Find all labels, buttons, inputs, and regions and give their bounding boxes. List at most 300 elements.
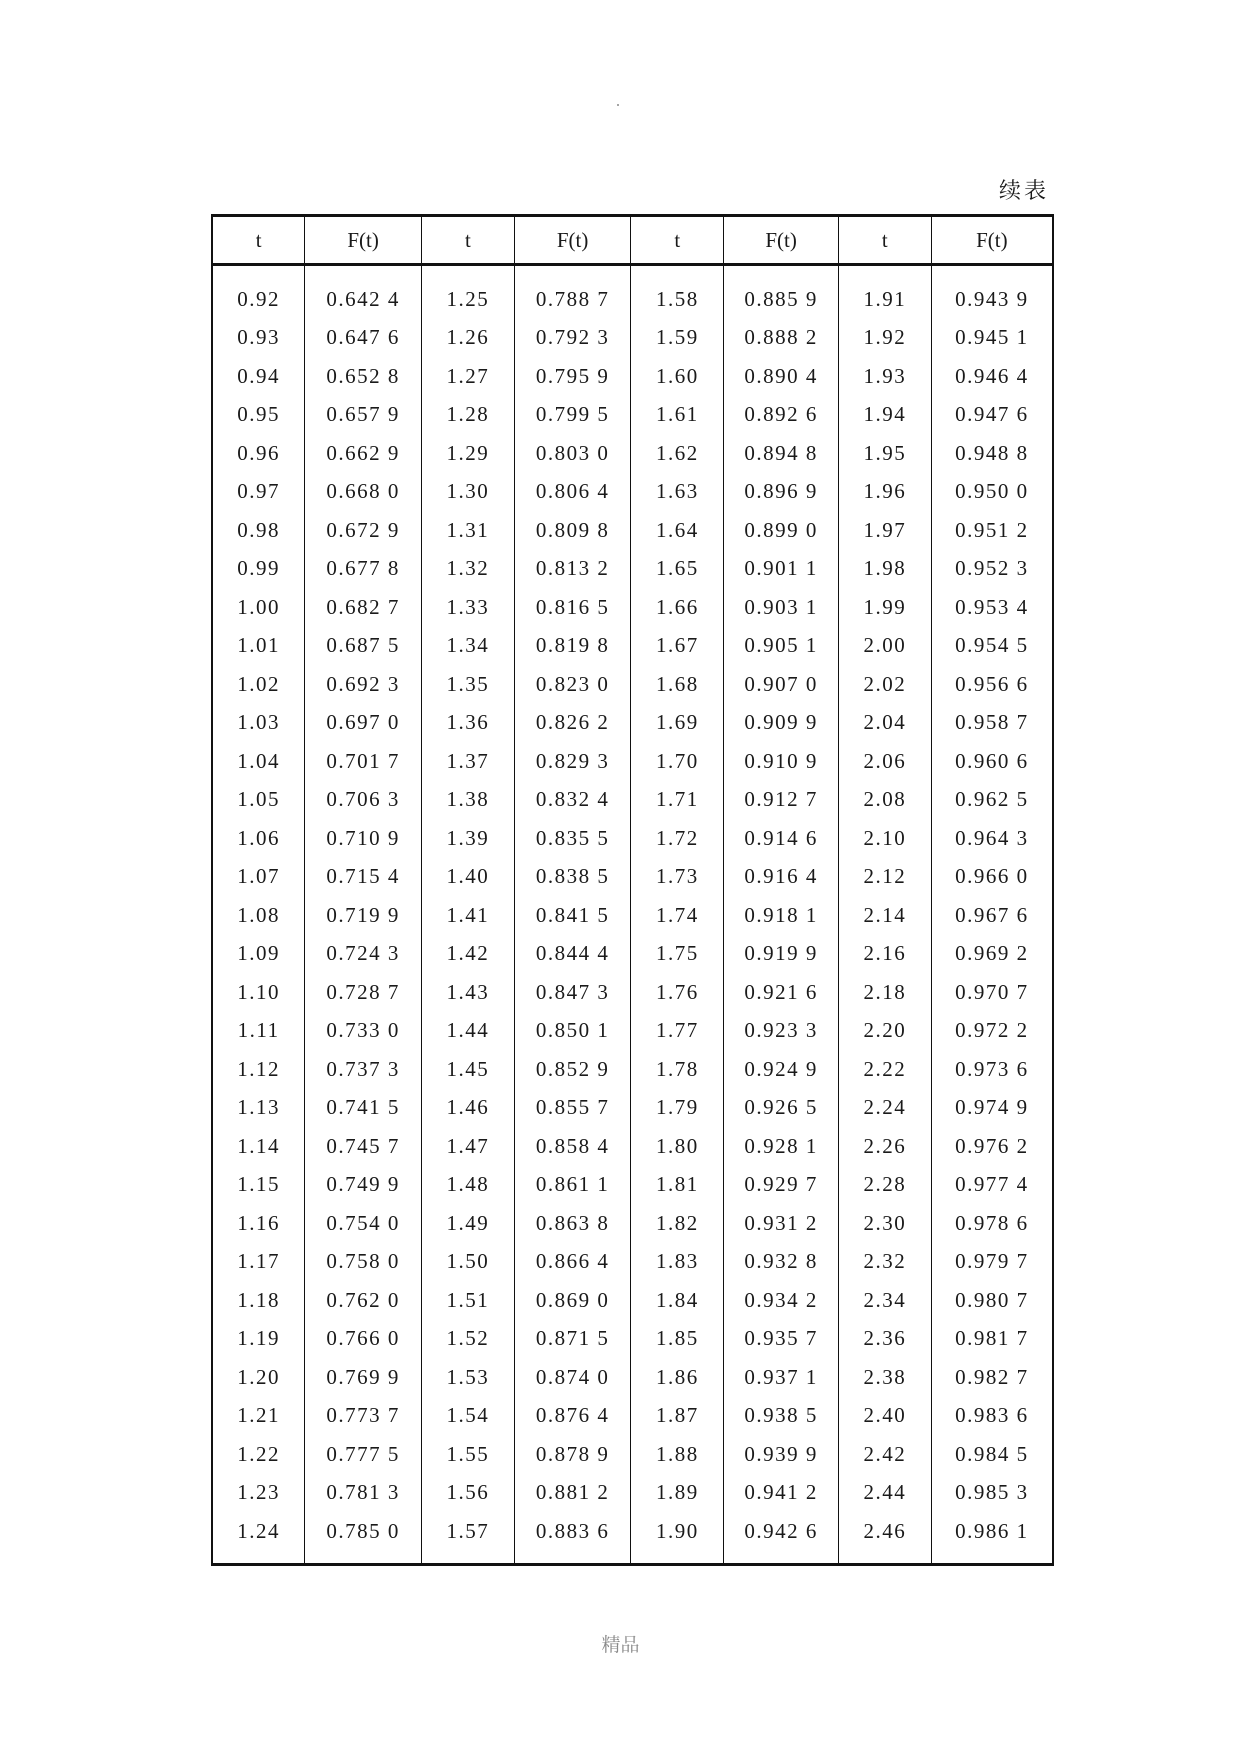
cell-t: 1.47	[422, 1127, 515, 1166]
cell-ft: 0.960 6	[931, 742, 1053, 781]
cell-ft: 0.972 2	[931, 1012, 1053, 1051]
header-ft-1: F(t)	[305, 216, 422, 265]
cell-ft: 0.858 4	[514, 1127, 631, 1166]
table-row	[212, 1397, 1053, 1436]
cell-ft: 0.931 2	[724, 1204, 839, 1243]
cell-ft: 0.792 3	[514, 319, 631, 358]
table-row	[212, 819, 1053, 858]
cell-ft: 0.943 9	[931, 265, 1053, 319]
cell-t: 1.51	[422, 1281, 515, 1320]
cell-ft: 0.932 8	[724, 1243, 839, 1282]
cell-t: 1.36	[422, 704, 515, 743]
cell-t: 1.70	[631, 742, 724, 781]
table-row	[212, 357, 1053, 396]
cell-ft: 0.980 7	[931, 1281, 1053, 1320]
cell-ft: 0.866 4	[514, 1243, 631, 1282]
cell-t: 2.30	[838, 1204, 931, 1243]
cell-ft: 0.697 0	[305, 704, 422, 743]
cell-t: 1.62	[631, 434, 724, 473]
cell-t: 1.18	[212, 1281, 305, 1320]
cell-t: 1.99	[838, 588, 931, 627]
cell-ft: 0.919 9	[724, 935, 839, 974]
cell-t: 1.45	[422, 1050, 515, 1089]
cell-t: 1.84	[631, 1281, 724, 1320]
cell-ft: 0.855 7	[514, 1089, 631, 1128]
cell-t: 1.59	[631, 319, 724, 358]
cell-ft: 0.766 0	[305, 1320, 422, 1359]
cell-ft: 0.982 7	[931, 1358, 1053, 1397]
cell-ft: 0.823 0	[514, 665, 631, 704]
cell-t: 1.74	[631, 896, 724, 935]
table-row	[212, 319, 1053, 358]
cell-ft: 0.795 9	[514, 357, 631, 396]
cell-ft: 0.937 1	[724, 1358, 839, 1397]
page-dot-mark	[617, 104, 619, 106]
header-t-2: t	[422, 216, 515, 265]
cell-ft: 0.881 2	[514, 1474, 631, 1513]
cell-ft: 0.863 8	[514, 1204, 631, 1243]
cell-ft: 0.896 9	[724, 473, 839, 512]
cell-t: 1.32	[422, 550, 515, 589]
cell-t: 1.12	[212, 1050, 305, 1089]
cell-t: 1.78	[631, 1050, 724, 1089]
cell-ft: 0.912 7	[724, 781, 839, 820]
cell-t: 1.55	[422, 1435, 515, 1474]
cell-t: 1.19	[212, 1320, 305, 1359]
cell-ft: 0.850 1	[514, 1012, 631, 1051]
distribution-table	[211, 214, 1054, 1566]
table-row	[212, 1474, 1053, 1513]
cell-ft: 0.945 1	[931, 319, 1053, 358]
cell-ft: 0.903 1	[724, 588, 839, 627]
cell-t: 1.17	[212, 1243, 305, 1282]
cell-ft: 0.948 8	[931, 434, 1053, 473]
cell-t: 2.08	[838, 781, 931, 820]
cell-ft: 0.966 0	[931, 858, 1053, 897]
footer-watermark: 精品	[601, 1634, 640, 1656]
cell-t: 0.94	[212, 357, 305, 396]
cell-ft: 0.939 9	[724, 1435, 839, 1474]
cell-t: 1.91	[838, 265, 931, 319]
table-row	[212, 588, 1053, 627]
cell-t: 0.92	[212, 265, 305, 319]
cell-t: 0.99	[212, 550, 305, 589]
cell-ft: 0.914 6	[724, 819, 839, 858]
cell-t: 1.30	[422, 473, 515, 512]
cell-t: 1.66	[631, 588, 724, 627]
cell-t: 1.14	[212, 1127, 305, 1166]
cell-t: 2.28	[838, 1166, 931, 1205]
cell-t: 2.12	[838, 858, 931, 897]
cell-ft: 0.819 8	[514, 627, 631, 666]
cell-t: 2.44	[838, 1474, 931, 1513]
cell-t: 1.76	[631, 973, 724, 1012]
cell-t: 1.86	[631, 1358, 724, 1397]
header-ft-3: F(t)	[724, 216, 839, 265]
cell-ft: 0.952 3	[931, 550, 1053, 589]
cell-t: 1.81	[631, 1166, 724, 1205]
cell-t: 1.60	[631, 357, 724, 396]
cell-ft: 0.781 3	[305, 1474, 422, 1513]
cell-t: 1.03	[212, 704, 305, 743]
cell-t: 1.37	[422, 742, 515, 781]
table-row	[212, 265, 1053, 319]
cell-t: 2.00	[838, 627, 931, 666]
cell-t: 1.25	[422, 265, 515, 319]
cell-t: 1.42	[422, 935, 515, 974]
cell-t: 1.39	[422, 819, 515, 858]
cell-t: 1.26	[422, 319, 515, 358]
cell-t: 2.46	[838, 1512, 931, 1564]
cell-ft: 0.657 9	[305, 396, 422, 435]
cell-ft: 0.749 9	[305, 1166, 422, 1205]
cell-ft: 0.799 5	[514, 396, 631, 435]
cell-ft: 0.918 1	[724, 896, 839, 935]
cell-t: 1.79	[631, 1089, 724, 1128]
cell-ft: 0.652 8	[305, 357, 422, 396]
cell-t: 1.01	[212, 627, 305, 666]
cell-ft: 0.962 5	[931, 781, 1053, 820]
cell-ft: 0.710 9	[305, 819, 422, 858]
cell-ft: 0.916 4	[724, 858, 839, 897]
continued-table-label: 续表	[998, 179, 1049, 204]
cell-ft: 0.979 7	[931, 1243, 1053, 1282]
cell-t: 1.53	[422, 1358, 515, 1397]
cell-ft: 0.662 9	[305, 434, 422, 473]
cell-ft: 0.672 9	[305, 511, 422, 550]
cell-ft: 0.909 9	[724, 704, 839, 743]
cell-ft: 0.762 0	[305, 1281, 422, 1320]
cell-ft: 0.921 6	[724, 973, 839, 1012]
cell-t: 1.95	[838, 434, 931, 473]
cell-ft: 0.724 3	[305, 935, 422, 974]
cell-ft: 0.773 7	[305, 1397, 422, 1436]
cell-ft: 0.706 3	[305, 781, 422, 820]
header-t-3: t	[631, 216, 724, 265]
cell-ft: 0.874 0	[514, 1358, 631, 1397]
cell-ft: 0.803 0	[514, 434, 631, 473]
cell-ft: 0.970 7	[931, 973, 1053, 1012]
cell-t: 1.83	[631, 1243, 724, 1282]
cell-ft: 0.926 5	[724, 1089, 839, 1128]
cell-t: 1.23	[212, 1474, 305, 1513]
cell-ft: 0.978 6	[931, 1204, 1053, 1243]
table-row	[212, 396, 1053, 435]
cell-ft: 0.777 5	[305, 1435, 422, 1474]
table-body	[212, 265, 1053, 1565]
cell-ft: 0.785 0	[305, 1512, 422, 1564]
cell-t: 1.69	[631, 704, 724, 743]
cell-t: 1.94	[838, 396, 931, 435]
cell-ft: 0.984 5	[931, 1435, 1053, 1474]
cell-ft: 0.923 3	[724, 1012, 839, 1051]
table-row	[212, 627, 1053, 666]
cell-t: 1.09	[212, 935, 305, 974]
cell-ft: 0.741 5	[305, 1089, 422, 1128]
cell-t: 1.11	[212, 1012, 305, 1051]
cell-ft: 0.935 7	[724, 1320, 839, 1359]
cell-ft: 0.892 6	[724, 396, 839, 435]
table-row	[212, 935, 1053, 974]
cell-t: 1.27	[422, 357, 515, 396]
cell-ft: 0.899 0	[724, 511, 839, 550]
cell-ft: 0.985 3	[931, 1474, 1053, 1513]
cell-t: 1.48	[422, 1166, 515, 1205]
cell-t: 1.85	[631, 1320, 724, 1359]
cell-t: 2.02	[838, 665, 931, 704]
table-row	[212, 1012, 1053, 1051]
cell-t: 1.80	[631, 1127, 724, 1166]
cell-t: 1.67	[631, 627, 724, 666]
cell-t: 0.93	[212, 319, 305, 358]
cell-ft: 0.758 0	[305, 1243, 422, 1282]
cell-t: 1.31	[422, 511, 515, 550]
table-row	[212, 1089, 1053, 1128]
cell-ft: 0.715 4	[305, 858, 422, 897]
cell-t: 1.20	[212, 1358, 305, 1397]
cell-t: 1.97	[838, 511, 931, 550]
cell-t: 1.98	[838, 550, 931, 589]
cell-ft: 0.885 9	[724, 265, 839, 319]
cell-t: 1.61	[631, 396, 724, 435]
cell-t: 1.29	[422, 434, 515, 473]
cell-ft: 0.682 7	[305, 588, 422, 627]
cell-t: 2.36	[838, 1320, 931, 1359]
cell-ft: 0.969 2	[931, 935, 1053, 974]
cell-ft: 0.692 3	[305, 665, 422, 704]
cell-t: 1.56	[422, 1474, 515, 1513]
cell-ft: 0.924 9	[724, 1050, 839, 1089]
cell-t: 1.10	[212, 973, 305, 1012]
table-row	[212, 1281, 1053, 1320]
table-row	[212, 1127, 1053, 1166]
cell-t: 2.22	[838, 1050, 931, 1089]
cell-t: 1.05	[212, 781, 305, 820]
cell-ft: 0.938 5	[724, 1397, 839, 1436]
cell-t: 1.16	[212, 1204, 305, 1243]
cell-ft: 0.981 7	[931, 1320, 1053, 1359]
cell-ft: 0.946 4	[931, 357, 1053, 396]
cell-t: 2.42	[838, 1435, 931, 1474]
cell-t: 1.00	[212, 588, 305, 627]
cell-ft: 0.883 6	[514, 1512, 631, 1564]
cell-ft: 0.813 2	[514, 550, 631, 589]
table-row	[212, 1358, 1053, 1397]
cell-t: 2.04	[838, 704, 931, 743]
table-row	[212, 1050, 1053, 1089]
cell-ft: 0.841 5	[514, 896, 631, 935]
table-row	[212, 511, 1053, 550]
cell-t: 1.07	[212, 858, 305, 897]
cell-t: 1.64	[631, 511, 724, 550]
cell-ft: 0.878 9	[514, 1435, 631, 1474]
cell-t: 1.13	[212, 1089, 305, 1128]
header-ft-4: F(t)	[931, 216, 1053, 265]
cell-t: 1.82	[631, 1204, 724, 1243]
cell-ft: 0.964 3	[931, 819, 1053, 858]
cell-ft: 0.844 4	[514, 935, 631, 974]
cell-ft: 0.928 1	[724, 1127, 839, 1166]
cell-t: 2.38	[838, 1358, 931, 1397]
cell-t: 1.08	[212, 896, 305, 935]
header-t-4: t	[838, 216, 931, 265]
cell-ft: 0.687 5	[305, 627, 422, 666]
cell-t: 1.46	[422, 1089, 515, 1128]
cell-ft: 0.871 5	[514, 1320, 631, 1359]
table-row	[212, 1243, 1053, 1282]
cell-t: 2.20	[838, 1012, 931, 1051]
cell-t: 1.92	[838, 319, 931, 358]
table-row	[212, 973, 1053, 1012]
cell-ft: 0.838 5	[514, 858, 631, 897]
cell-t: 2.24	[838, 1089, 931, 1128]
cell-t: 1.96	[838, 473, 931, 512]
cell-t: 2.14	[838, 896, 931, 935]
cell-t: 1.34	[422, 627, 515, 666]
table-row	[212, 896, 1053, 935]
cell-t: 1.87	[631, 1397, 724, 1436]
cell-t: 1.04	[212, 742, 305, 781]
table-row	[212, 665, 1053, 704]
cell-ft: 0.954 5	[931, 627, 1053, 666]
cell-ft: 0.953 4	[931, 588, 1053, 627]
cell-ft: 0.829 3	[514, 742, 631, 781]
cell-ft: 0.974 9	[931, 1089, 1053, 1128]
cell-ft: 0.977 4	[931, 1166, 1053, 1205]
cell-ft: 0.901 1	[724, 550, 839, 589]
cell-ft: 0.852 9	[514, 1050, 631, 1089]
cell-t: 1.44	[422, 1012, 515, 1051]
cell-ft: 0.973 6	[931, 1050, 1053, 1089]
cell-ft: 0.733 0	[305, 1012, 422, 1051]
cell-ft: 0.647 6	[305, 319, 422, 358]
cell-t: 1.50	[422, 1243, 515, 1282]
cell-ft: 0.929 7	[724, 1166, 839, 1205]
cell-ft: 0.869 0	[514, 1281, 631, 1320]
cell-ft: 0.701 7	[305, 742, 422, 781]
table-row	[212, 434, 1053, 473]
cell-ft: 0.847 3	[514, 973, 631, 1012]
cell-t: 2.16	[838, 935, 931, 974]
cell-t: 1.40	[422, 858, 515, 897]
cell-ft: 0.728 7	[305, 973, 422, 1012]
table-row	[212, 550, 1053, 589]
cell-t: 1.35	[422, 665, 515, 704]
cell-t: 1.38	[422, 781, 515, 820]
cell-t: 1.77	[631, 1012, 724, 1051]
cell-t: 1.89	[631, 1474, 724, 1513]
cell-ft: 0.677 8	[305, 550, 422, 589]
cell-ft: 0.745 7	[305, 1127, 422, 1166]
cell-ft: 0.832 4	[514, 781, 631, 820]
cell-t: 1.72	[631, 819, 724, 858]
cell-ft: 0.950 0	[931, 473, 1053, 512]
cell-ft: 0.835 5	[514, 819, 631, 858]
cell-ft: 0.754 0	[305, 1204, 422, 1243]
cell-ft: 0.826 2	[514, 704, 631, 743]
cell-t: 1.21	[212, 1397, 305, 1436]
header-ft-2: F(t)	[514, 216, 631, 265]
cell-ft: 0.888 2	[724, 319, 839, 358]
cell-t: 2.40	[838, 1397, 931, 1436]
cell-ft: 0.951 2	[931, 511, 1053, 550]
cell-t: 1.24	[212, 1512, 305, 1564]
cell-ft: 0.642 4	[305, 265, 422, 319]
cell-t: 1.68	[631, 665, 724, 704]
cell-t: 1.90	[631, 1512, 724, 1564]
table-row	[212, 1166, 1053, 1205]
cell-t: 1.28	[422, 396, 515, 435]
cell-ft: 0.907 0	[724, 665, 839, 704]
cell-t: 1.33	[422, 588, 515, 627]
cell-t: 1.43	[422, 973, 515, 1012]
cell-t: 1.15	[212, 1166, 305, 1205]
cell-ft: 0.983 6	[931, 1397, 1053, 1436]
cell-ft: 0.890 4	[724, 357, 839, 396]
header-t-1: t	[212, 216, 305, 265]
cell-ft: 0.941 2	[724, 1474, 839, 1513]
cell-t: 1.57	[422, 1512, 515, 1564]
cell-ft: 0.737 3	[305, 1050, 422, 1089]
cell-t: 2.26	[838, 1127, 931, 1166]
cell-t: 1.65	[631, 550, 724, 589]
cell-ft: 0.769 9	[305, 1358, 422, 1397]
table-header-row	[212, 216, 1053, 265]
cell-ft: 0.809 8	[514, 511, 631, 550]
table-row	[212, 1512, 1053, 1564]
cell-ft: 0.967 6	[931, 896, 1053, 935]
cell-ft: 0.861 1	[514, 1166, 631, 1205]
cell-t: 1.54	[422, 1397, 515, 1436]
cell-t: 0.97	[212, 473, 305, 512]
cell-t: 2.32	[838, 1243, 931, 1282]
cell-t: 2.06	[838, 742, 931, 781]
table-row	[212, 858, 1053, 897]
cell-ft: 0.910 9	[724, 742, 839, 781]
cell-ft: 0.956 6	[931, 665, 1053, 704]
cell-ft: 0.976 2	[931, 1127, 1053, 1166]
table-row	[212, 473, 1053, 512]
cell-t: 1.41	[422, 896, 515, 935]
cell-t: 1.88	[631, 1435, 724, 1474]
table-row	[212, 1204, 1053, 1243]
cell-t: 1.22	[212, 1435, 305, 1474]
cell-t: 1.63	[631, 473, 724, 512]
cell-ft: 0.876 4	[514, 1397, 631, 1436]
cell-t: 1.58	[631, 265, 724, 319]
table-row	[212, 1320, 1053, 1359]
cell-t: 1.75	[631, 935, 724, 974]
table-row	[212, 1435, 1053, 1474]
cell-ft: 0.668 0	[305, 473, 422, 512]
cell-ft: 0.788 7	[514, 265, 631, 319]
cell-t: 1.49	[422, 1204, 515, 1243]
cell-t: 0.96	[212, 434, 305, 473]
cell-ft: 0.958 7	[931, 704, 1053, 743]
cell-ft: 0.905 1	[724, 627, 839, 666]
table-row	[212, 781, 1053, 820]
cell-t: 1.06	[212, 819, 305, 858]
cell-ft: 0.947 6	[931, 396, 1053, 435]
cell-t: 0.98	[212, 511, 305, 550]
cell-ft: 0.986 1	[931, 1512, 1053, 1564]
cell-t: 1.93	[838, 357, 931, 396]
cell-t: 1.73	[631, 858, 724, 897]
cell-t: 2.18	[838, 973, 931, 1012]
cell-ft: 0.719 9	[305, 896, 422, 935]
cell-t: 0.95	[212, 396, 305, 435]
cell-t: 2.10	[838, 819, 931, 858]
